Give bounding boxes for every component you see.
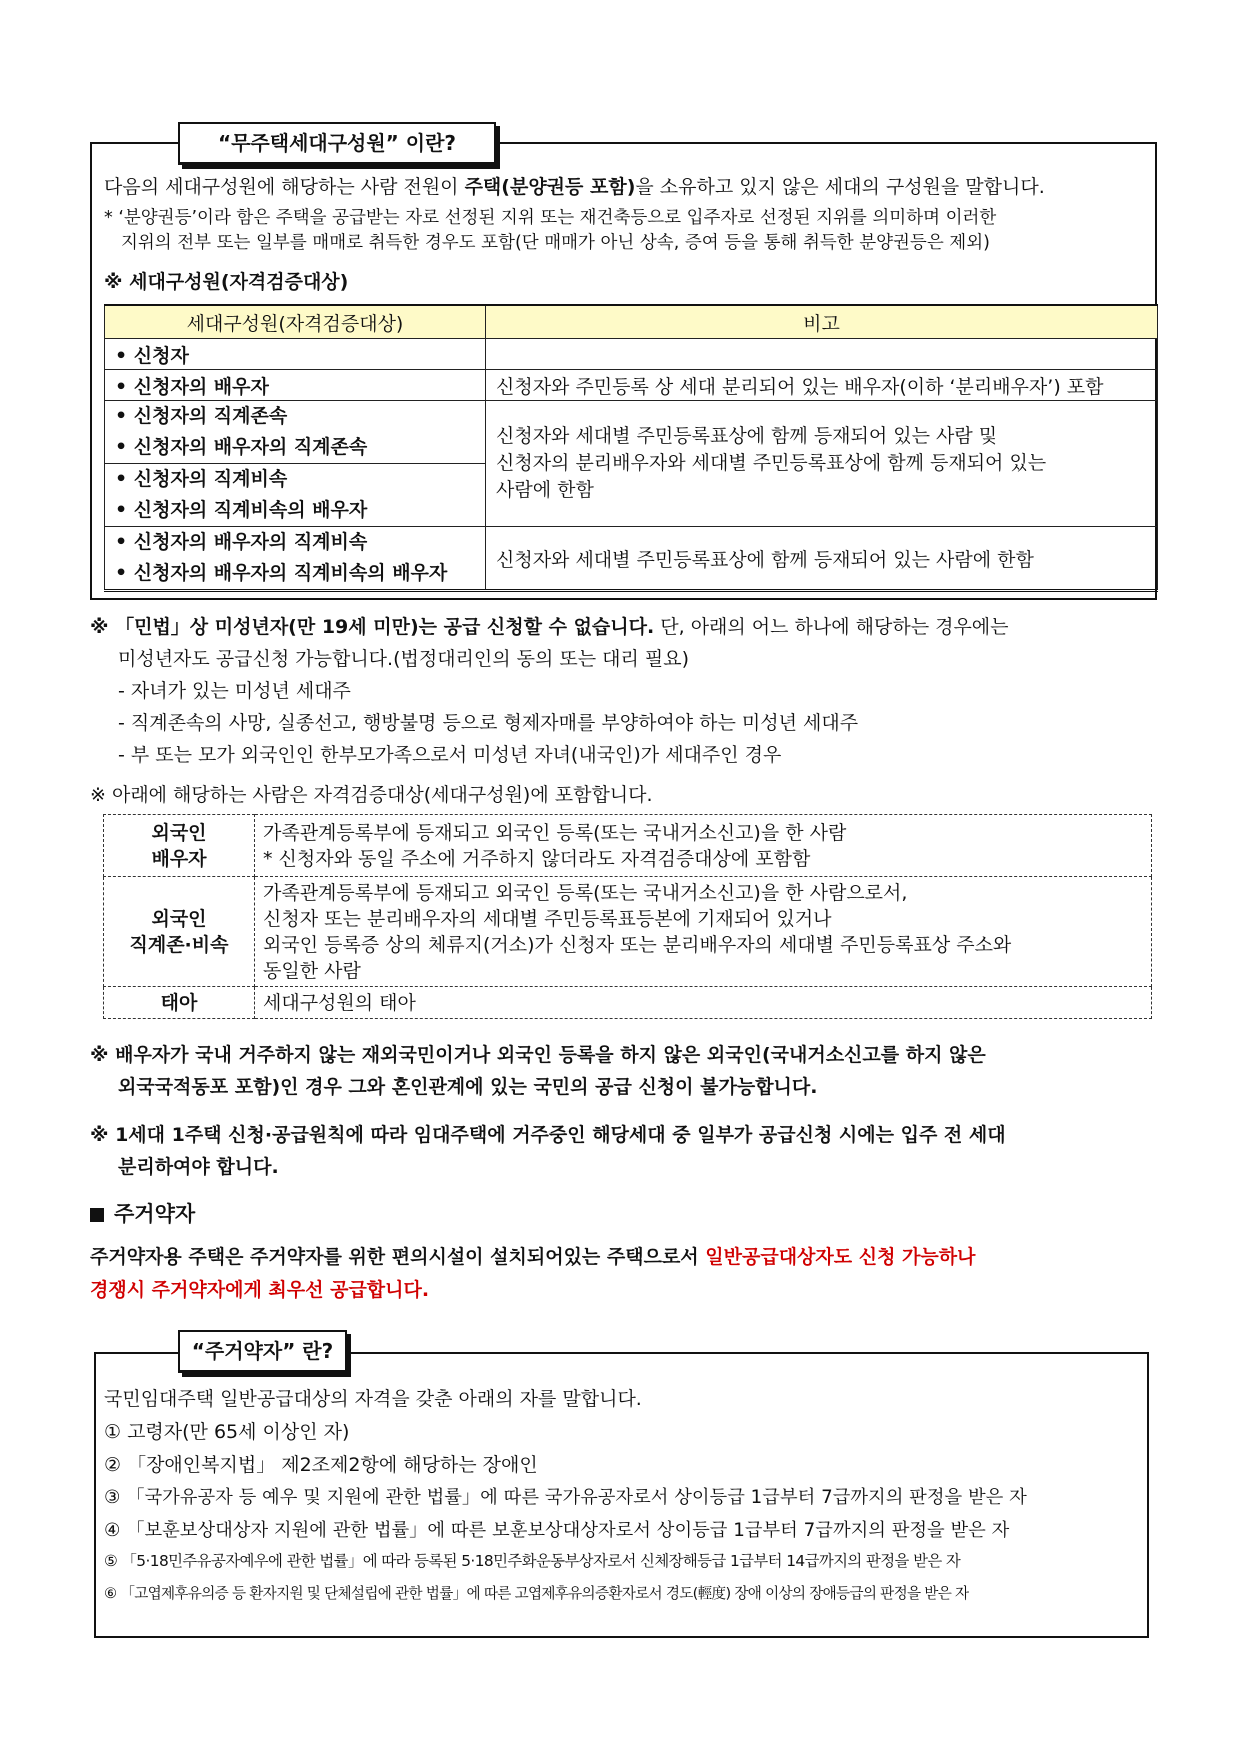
table-row: • 신청자의 직계존속 • 신청자의 배우자의 직계존속 신청자와 세대별 주민등록표상에 함께 등재되어 있는 사람 및 신청자의 분리배우자와 세대별 주민등록표상에 함께 등재되어 있는 사람에 한함 — [105, 401, 1158, 464]
minor-notice-line2: 미성년자도 공급신청 가능합니다.(법정대리인의 동의 또는 대리 필요) — [118, 648, 690, 670]
table-row: 외국인 배우자 가족관계등록부에 등재되고 외국인 등록(또는 국내거소신고)을 한 사람 * 신청자와 동일 주소에 거주하지 않더라도 자격검증대상에 포함함 — [104, 815, 1152, 877]
household-member-table — [104, 304, 1158, 592]
table-row: • 신청자의 배우자 신청자와 주민등록 상 세대 분리되어 있는 배우자(이하 ‘분리배우자’) 포함 — [105, 370, 1158, 401]
table-header-members: 세대구성원(자격검증대상) — [105, 305, 486, 339]
spouse-abroad-note-line1: ※ 배우자가 국내 거주하지 않는 재외국민이거나 외국인 등록을 하지 않은 외국인(국내거소신고를 하지 않은 — [90, 1044, 986, 1066]
presale-note-line1: * ‘분양권등’이라 함은 주택을 공급받는 자로 선정된 지위 또는 재건축등으로 입주자로 선정된 지위를 의미하며 이러한 — [104, 208, 997, 228]
homeless-intro: 다음의 세대구성원에 해당하는 사람 전원이 주택(분양권등 포함)을 소유하고 있지 않은 세대의 구성원을 말합니다. — [104, 176, 1045, 198]
list-item: ② 「장애인복지법」 제2조제2항에 해당하는 장애인 — [104, 1454, 538, 1476]
spouse-abroad-note-line2: 외국국적동포 포함)인 경우 그와 혼인관계에 있는 국민의 공급 신청이 불가능합니다. — [118, 1076, 818, 1098]
foreign-member-table — [103, 814, 1152, 1019]
one-house-note-line1: ※ 1세대 1주택 신청·공급원칙에 따라 임대주택에 거주중인 해당세대 중 일부가 공급신청 시에는 입주 전 세대 — [90, 1124, 1006, 1146]
list-item: ⑤ 「5·18민주유공자예우에 관한 법률」에 따라 등록된 5·18민주화운동부상자로서 신체장해등급 1급부터 14급까지의 판정을 받은 자 — [104, 1552, 961, 1570]
minor-case-3: - 부 또는 모가 외국인인 한부모가족으로서 미성년 자녀(내국인)가 세대주인 경우 — [118, 744, 782, 766]
vulnerable-intro: 국민임대주택 일반공급대상의 자격을 갖춘 아래의 자를 말합니다. — [104, 1388, 642, 1410]
section-paragraph-line2: 경쟁시 주거약자에게 최우선 공급합니다. — [90, 1279, 430, 1301]
foreign-heading: ※ 아래에 해당하는 사람은 자격검증대상(세대구성원)에 포함합니다. — [90, 784, 653, 806]
table-header-remarks: 비고 — [486, 305, 1158, 339]
homeless-definition-title: “무주택세대구성원” 이란? — [178, 122, 496, 165]
section-title: 주거약자 — [90, 1198, 195, 1228]
vulnerable-definition-title: “주거약자” 란? — [178, 1330, 347, 1373]
minor-notice-line1: ※ 「민법」상 미성년자(만 19세 미만)는 공급 신청할 수 없습니다. 단, 아래의 어느 하나에 해당하는 경우에는 — [90, 616, 1009, 638]
table-row: • 신청자 — [105, 339, 1158, 370]
presale-note-line2: 지위의 전부 또는 일부를 매매로 취득한 경우도 포함(단 매매가 아닌 상속, 증여 등을 통해 취득한 분양권등은 제외) — [121, 233, 990, 253]
list-item: ③ 「국가유공자 등 예우 및 지원에 관한 법률」에 따른 국가유공자로서 상이등급 1급부터 7급까지의 판정을 받은 자 — [104, 1487, 1027, 1508]
minor-case-2: - 직계존속의 사망, 실종선고, 행방불명 등으로 형제자매를 부양하여야 하는 미성년 세대주 — [118, 712, 859, 734]
square-bullet-icon — [90, 1208, 104, 1222]
one-house-note-line2: 분리하여야 합니다. — [118, 1156, 279, 1178]
list-item: ④ 「보훈보상대상자 지원에 관한 법률」에 따른 보훈보상대상자로서 상이등급 1급부터 7급까지의 판정을 받은 자 — [104, 1520, 1010, 1541]
list-item: ① 고령자(만 65세 이상인 자) — [104, 1421, 350, 1443]
table-header-row — [105, 305, 1158, 339]
list-item: ⑥ 「고엽제후유의증 등 환자지원 및 단체설립에 관한 법률」에 따른 고엽제후유의증환자로서 경도(輕度) 장애 이상의 장애등급의 판정을 받은 자 — [104, 1585, 969, 1602]
member-subheading: ※ 세대구성원(자격검증대상) — [104, 271, 349, 293]
table-row: • 신청자의 배우자의 직계비속 • 신청자의 배우자의 직계비속의 배우자 신청자와 세대별 주민등록표상에 함께 등재되어 있는 사람에 한함 — [105, 527, 1158, 591]
minor-case-1: - 자녀가 있는 미성년 세대주 — [118, 680, 351, 702]
table-row: • 신청자의 직계비속 • 신청자의 직계비속의 배우자 — [105, 464, 1158, 527]
table-row: 태아 세대구성원의 태아 — [104, 987, 1152, 1019]
table-row: 외국인 직계존·비속 가족관계등록부에 등재되고 외국인 등록(또는 국내거소신고)을 한 사람으로서, 신청자 또는 분리배우자의 세대별 주민등록표등본에 기재되어 있거나 외국인 등록증 상의 체류지(거소)가 신청자 또는 분리배우자의 세대별 주민등록표상 주소와 동일한 사람 — [104, 877, 1152, 987]
section-paragraph-line1: 주거약자용 주택은 주거약자를 위한 편의시설이 설치되어있는 주택으로서 일반공급대상자도 신청 가능하나 — [90, 1246, 976, 1268]
